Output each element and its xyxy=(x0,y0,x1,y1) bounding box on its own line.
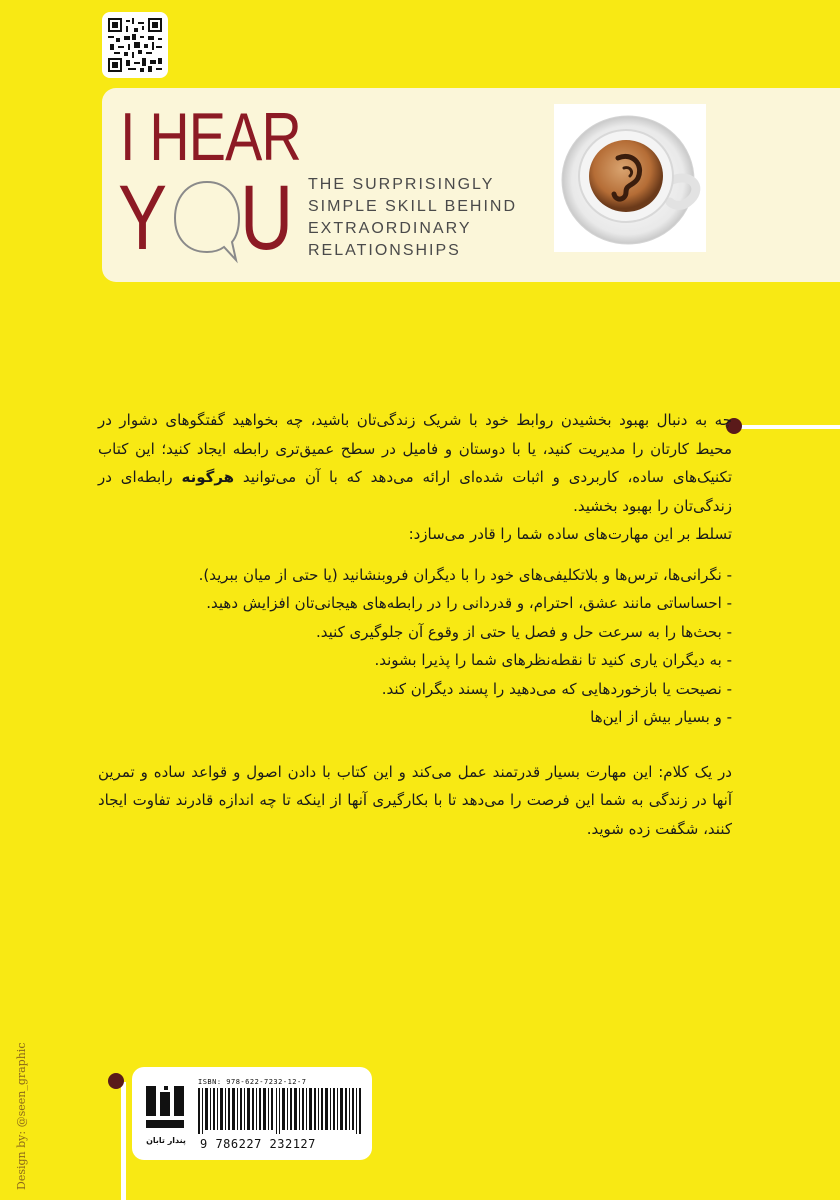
isbn-label: ISBN: 978-622-7232-12-7 xyxy=(198,1078,307,1086)
book-title-u: U xyxy=(240,167,294,269)
qr-code-icon xyxy=(108,18,162,72)
decorative-vertical-line xyxy=(121,1082,126,1200)
intro-emphasis: هرگونه xyxy=(181,468,235,486)
benefit-item: - و بسیار بیش از این‌ها xyxy=(590,708,732,726)
decorative-dot xyxy=(108,1073,124,1089)
speech-bubble-icon xyxy=(170,178,244,264)
back-cover-text xyxy=(98,406,732,843)
publisher-name: پندار تابان xyxy=(146,1136,186,1145)
intro-text-end: رابطه‌ای در زندگی‌تان را بهبود بخشید. xyxy=(98,468,732,515)
isbn-number: 9 786227 232127 xyxy=(200,1137,316,1151)
benefit-item: - احساساتی مانند عشق، احترام، و قدردانی را در رابطه‌های هیجانی‌تان افزایش دهید. xyxy=(206,594,732,612)
subtitle-line-4: RELATIONSHIPS xyxy=(308,242,461,259)
barcode-icon xyxy=(198,1088,366,1134)
decorative-line xyxy=(740,425,840,429)
intro-text-start: چه به دنبال بهبود بخشیدن روابط خود با شریک زندگی‌تان باشید، چه بخواهید گفتگوهای دشوار در محیط کارتان را مدیریت کنید، یا با دوستان و فامیل در سطح عمیق‌تری رابطه ایجاد کنید؛ این کتاب تکنیک‌های ساده، کاربردی و اثبات شده‌ای ارائه می‌دهد که با آن می‌توانید xyxy=(98,411,732,486)
subtitle-line-2: SIMPLE SKILL BEHIND xyxy=(308,198,518,215)
benefits-list xyxy=(98,561,732,732)
book-title-line1: I HEAR xyxy=(120,99,301,175)
closing-paragraph: در یک کلام: این مهارت بسیار قدرتمند عمل می‌کند و این کتاب با دادن اصول و قواعد ساده و تمرین آنها در زندگی به شما این فرصت را می‌دهد تا با بکارگیری آنها از اینکه تا چه اندازه قادرند تفاوت ایجاد کنند، شگفت زده شوید. xyxy=(98,762,732,838)
benefit-item: - به دیگران یاری کنید تا نقطه‌نظرهای شما را پذیرا بشوند. xyxy=(374,651,732,669)
lead-sentence: تسلط بر این مهارت‌های ساده شما را قادر می‌سازد: xyxy=(408,525,732,543)
book-subtitle xyxy=(308,174,548,262)
coffee-cup-icon xyxy=(554,104,706,252)
benefit-item: - بحث‌ها را به سرعت حل و فصل یا حتی از وقوع آن جلوگیری کنید. xyxy=(315,622,732,641)
book-title-y: Y xyxy=(118,167,168,269)
designer-credit: Design by: @seen_graphic xyxy=(15,1042,28,1190)
coffee-cup-image xyxy=(554,104,706,252)
benefit-item: - نصیحت یا بازخوردهایی که می‌دهید را پسند دیگران کند. xyxy=(381,679,732,698)
subtitle-line-3: EXTRAORDINARY xyxy=(308,220,472,237)
subtitle-line-1: THE SURPRISINGLY xyxy=(308,176,495,193)
benefit-item: - نگرانی‌ها، ترس‌ها و بلاتکلیفی‌های خود را با دیگران فروبنشانید (یا حتی از میان ببرید). xyxy=(198,565,732,584)
intro-paragraph xyxy=(98,406,732,520)
qr-code xyxy=(102,12,168,78)
